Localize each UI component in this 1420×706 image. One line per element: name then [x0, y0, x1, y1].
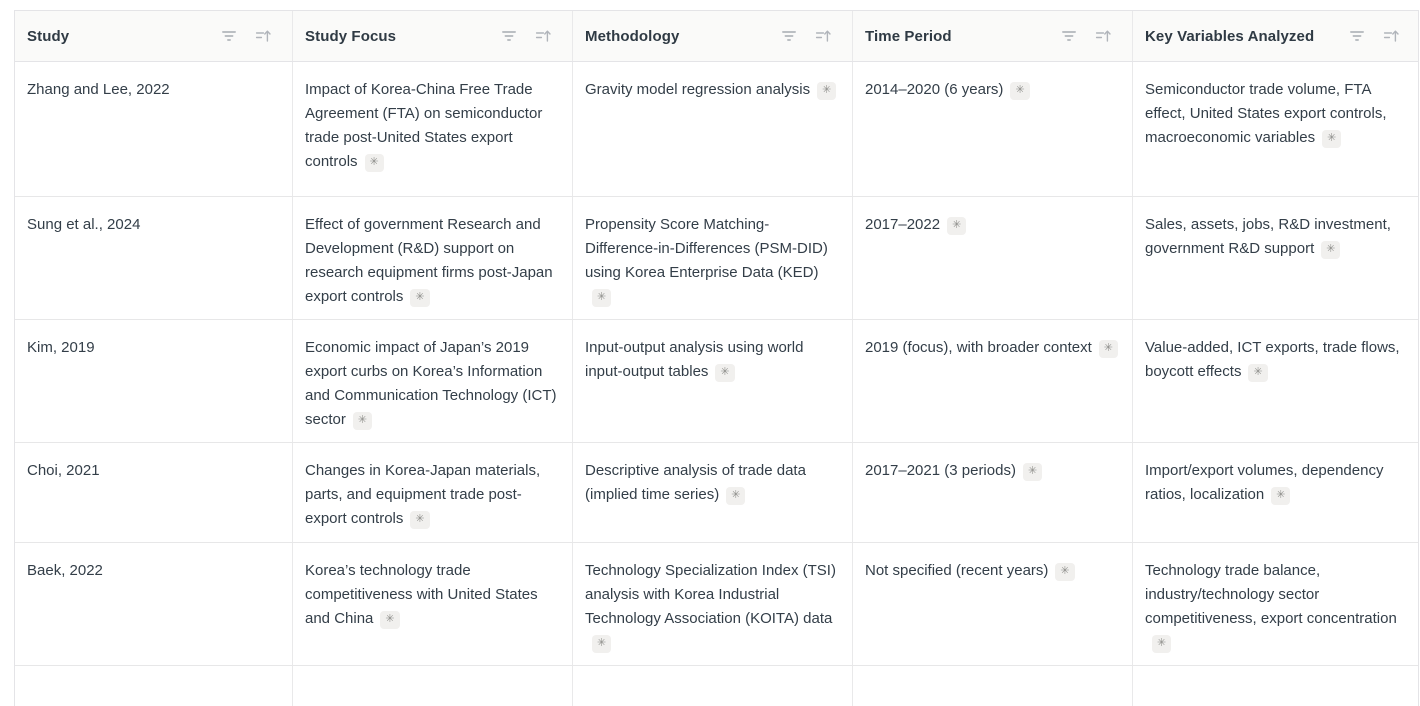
- column-header-focus: [293, 11, 573, 61]
- cell-study: [15, 197, 293, 319]
- citation-chip[interactable]: ✳: [1248, 364, 1267, 382]
- cell-text: Economic impact of Japan’s 2019 export curbs on Korea’s Information and Communication Technology (ICT) sector: [305, 339, 557, 428]
- cell-text: Kim, 2019: [27, 339, 95, 356]
- citation-chip[interactable]: ✳: [592, 289, 611, 307]
- filter-icon[interactable]: [780, 27, 798, 45]
- column-header-label: Study: [27, 27, 70, 45]
- cell-variables: [1133, 197, 1420, 319]
- cell-text: Choi, 2021: [27, 462, 100, 479]
- cell-focus: [293, 543, 573, 665]
- citation-chip[interactable]: ✳: [410, 289, 429, 307]
- column-header-icons: [500, 27, 552, 45]
- column-header-icons: [1348, 27, 1400, 45]
- citation-chip[interactable]: ✳: [1055, 563, 1074, 581]
- cell-text: 2017–2022: [865, 216, 941, 233]
- column-header-icons: [220, 27, 272, 45]
- citation-chip[interactable]: ✳: [1099, 340, 1118, 358]
- cell-text: Korea’s technology trade competitiveness with United States and China: [305, 562, 538, 627]
- cell-methodology: [573, 543, 853, 665]
- cell-empty: [573, 666, 853, 706]
- sort-icon[interactable]: [254, 27, 272, 45]
- column-header-label: Study Focus: [305, 27, 397, 45]
- cell-text: Import/export volumes, dependency ratios, localization: [1145, 462, 1384, 503]
- cell-study: [15, 443, 293, 542]
- table-body: [15, 62, 1418, 706]
- column-header-study: [15, 11, 293, 61]
- studies-table: [14, 10, 1419, 706]
- cell-text: Value-added, ICT exports, trade flows, boycott effects: [1145, 339, 1400, 380]
- citation-chip[interactable]: ✳: [380, 611, 399, 629]
- cell-study: [15, 62, 293, 196]
- cell-variables: [1133, 320, 1420, 442]
- table-row: [15, 62, 1418, 197]
- cell-text: Technology Specialization Index (TSI) analysis with Korea Industrial Technology Association (KOITA) data: [585, 562, 836, 627]
- citation-chip[interactable]: ✳: [353, 412, 372, 430]
- cell-text: Changes in Korea-Japan materials, parts, and equipment trade post-export controls: [305, 462, 541, 527]
- cell-empty: [15, 666, 293, 706]
- citation-chip[interactable]: ✳: [1271, 487, 1290, 505]
- filter-icon[interactable]: [220, 27, 238, 45]
- filter-icon[interactable]: [1348, 27, 1366, 45]
- cell-time_period: [853, 543, 1133, 665]
- cell-variables: [1133, 62, 1420, 196]
- citation-chip[interactable]: ✳: [947, 217, 966, 235]
- cell-text: Effect of government Research and Development (R&D) support on research equipment firms post-Japan export controls: [305, 216, 553, 305]
- citation-chip[interactable]: ✳: [365, 154, 384, 172]
- cell-empty: [1133, 666, 1420, 706]
- cell-methodology: [573, 320, 853, 442]
- cell-variables: [1133, 443, 1420, 542]
- citation-chip[interactable]: ✳: [1023, 463, 1042, 481]
- cell-study: [15, 543, 293, 665]
- column-header-time_period: [853, 11, 1133, 61]
- cell-empty: [293, 666, 573, 706]
- table-row: [15, 543, 1418, 666]
- filter-icon[interactable]: [1060, 27, 1078, 45]
- table-row-partial: [15, 666, 1418, 706]
- citation-chip[interactable]: ✳: [1322, 130, 1341, 148]
- column-header-label: Time Period: [865, 27, 952, 45]
- cell-methodology: [573, 62, 853, 196]
- cell-text: Input-output analysis using world input-output tables: [585, 339, 804, 380]
- cell-text: Propensity Score Matching-Difference-in-Differences (PSM-DID) using Korea Enterprise Data (KED): [585, 216, 828, 281]
- sort-icon[interactable]: [814, 27, 832, 45]
- cell-empty: [853, 666, 1133, 706]
- citation-chip[interactable]: ✳: [715, 364, 734, 382]
- cell-text: Technology trade balance, industry/technology sector competitiveness, export concentration: [1145, 562, 1397, 627]
- table-row: [15, 443, 1418, 543]
- cell-text: Not specified (recent years): [865, 562, 1049, 579]
- cell-text: Zhang and Lee, 2022: [27, 81, 170, 98]
- citation-chip[interactable]: ✳: [726, 487, 745, 505]
- citation-chip[interactable]: ✳: [1152, 635, 1171, 653]
- cell-methodology: [573, 443, 853, 542]
- cell-text: Sales, assets, jobs, R&D investment, government R&D support: [1145, 216, 1391, 257]
- cell-time_period: [853, 443, 1133, 542]
- filter-icon[interactable]: [500, 27, 518, 45]
- cell-text: Gravity model regression analysis: [585, 81, 811, 98]
- cell-time_period: [853, 197, 1133, 319]
- cell-study: [15, 320, 293, 442]
- cell-focus: [293, 197, 573, 319]
- table-row: [15, 197, 1418, 320]
- cell-focus: [293, 320, 573, 442]
- cell-text: 2017–2021 (3 periods): [865, 462, 1016, 479]
- cell-text: Semiconductor trade volume, FTA effect, United States export controls, macroeconomic variables: [1145, 81, 1387, 146]
- cell-focus: [293, 443, 573, 542]
- cell-text: 2014–2020 (6 years): [865, 81, 1004, 98]
- table-header-row: [15, 11, 1418, 62]
- table-row: [15, 320, 1418, 443]
- cell-methodology: [573, 197, 853, 319]
- cell-text: Baek, 2022: [27, 562, 103, 579]
- sort-icon[interactable]: [1094, 27, 1112, 45]
- cell-text: Impact of Korea-China Free Trade Agreement (FTA) on semiconductor trade post-United States export controls: [305, 81, 543, 170]
- sort-icon[interactable]: [1382, 27, 1400, 45]
- column-header-methodology: [573, 11, 853, 61]
- citation-chip[interactable]: ✳: [1321, 241, 1340, 259]
- column-header-variables: [1133, 11, 1420, 61]
- citation-chip[interactable]: ✳: [410, 511, 429, 529]
- cell-focus: [293, 62, 573, 196]
- column-header-icons: [780, 27, 832, 45]
- citation-chip[interactable]: ✳: [592, 635, 611, 653]
- cell-time_period: [853, 62, 1133, 196]
- cell-text: Descriptive analysis of trade data (implied time series): [585, 462, 806, 503]
- cell-time_period: [853, 320, 1133, 442]
- cell-variables: [1133, 543, 1420, 665]
- sort-icon[interactable]: [534, 27, 552, 45]
- cell-text: Sung et al., 2024: [27, 216, 141, 233]
- column-header-label: Key Variables Analyzed: [1145, 27, 1315, 45]
- cell-text: 2019 (focus), with broader context: [865, 339, 1092, 356]
- column-header-label: Methodology: [585, 27, 680, 45]
- citation-chip[interactable]: ✳: [1010, 82, 1029, 100]
- column-header-icons: [1060, 27, 1112, 45]
- citation-chip[interactable]: ✳: [817, 82, 836, 100]
